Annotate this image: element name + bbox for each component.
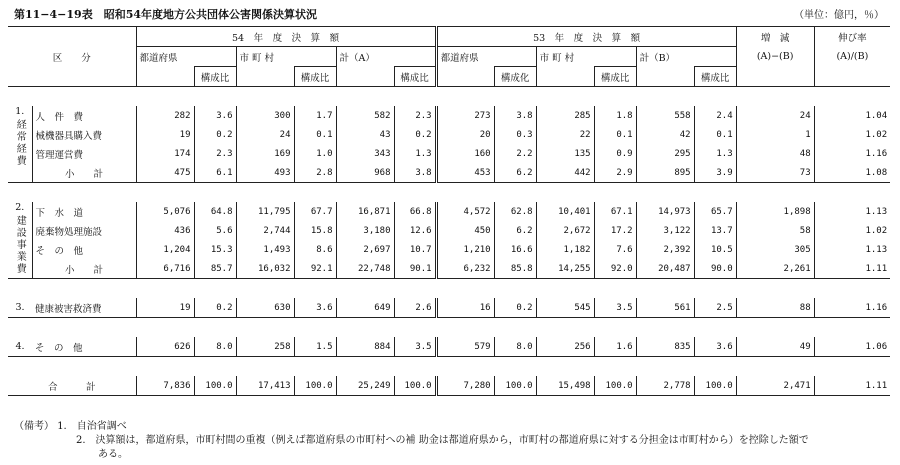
table-cell: 626: [136, 337, 194, 357]
header-ratio: 構成比: [594, 67, 636, 87]
table-cell: 1,898: [736, 202, 814, 221]
table-row: [8, 202, 890, 221]
table-cell: 579: [436, 337, 494, 357]
table-cell: 1.04: [814, 106, 890, 125]
table-cell: 7,836: [136, 376, 194, 396]
table-cell: 1.3: [694, 144, 736, 163]
table-cell: 10.7: [394, 240, 436, 259]
table-cell: 1.08: [814, 163, 890, 183]
table-cell: 6.2: [494, 221, 536, 240]
table-cell: 85.7: [194, 259, 236, 279]
table-cell: 100.0: [194, 376, 236, 396]
table-cell: 160: [436, 144, 494, 163]
table-cell: 90.1: [394, 259, 436, 279]
header-ratio: 構成比: [194, 67, 236, 87]
table-cell: 16,032: [236, 259, 294, 279]
table-cell: 1.13: [814, 240, 890, 259]
table-cell: 13.7: [694, 221, 736, 240]
table-cell: 169: [236, 144, 294, 163]
table-cell: 6.1: [194, 163, 236, 183]
table-cell: 67.7: [294, 202, 336, 221]
table-cell: 1.11: [814, 259, 890, 279]
table-cell: 17,413: [236, 376, 294, 396]
table-cell: 1.7: [294, 106, 336, 125]
table-cell: 2,778: [636, 376, 694, 396]
header-ratio: 構成比: [294, 67, 336, 87]
table-cell: 20,487: [636, 259, 694, 279]
table-row: [8, 125, 890, 144]
table-cell: 2.2: [494, 144, 536, 163]
note-2: 2. 決算額は，都道府県，市町村間の重複（例えば都道府県の市町村への補 助金は都道府県から，市町村の都道府県に対する分担金は市町村から）を控除した額で: [76, 435, 809, 446]
table-cell: 85.8: [494, 259, 536, 279]
table-row: [8, 221, 890, 240]
table-cell: 3.6: [294, 298, 336, 318]
table-cell: 343: [336, 144, 394, 163]
header-ratio: 構成比: [394, 67, 436, 87]
table-cell: 0.1: [294, 125, 336, 144]
row-label: 小 計: [32, 259, 136, 279]
table-cell: 7,280: [436, 376, 494, 396]
table-cell: 88: [736, 298, 814, 318]
table-cell: 0.9: [594, 144, 636, 163]
table-cell: 6,232: [436, 259, 494, 279]
table-cell: 2.5: [694, 298, 736, 318]
table-row: [8, 376, 890, 396]
table-cell: 5,076: [136, 202, 194, 221]
table-cell: 2.6: [394, 298, 436, 318]
table-cell: 135: [536, 144, 594, 163]
table-cell: 10.5: [694, 240, 736, 259]
table-cell: 100.0: [594, 376, 636, 396]
table-cell: 436: [136, 221, 194, 240]
table-cell: 1.3: [394, 144, 436, 163]
group-number: 4.: [15, 341, 25, 352]
table-cell: 450: [436, 221, 494, 240]
table-cell: 1: [736, 125, 814, 144]
table-cell: 3.6: [694, 337, 736, 357]
row-label: そ の 他: [35, 342, 83, 354]
header-municipality-53: 市 町 村: [536, 47, 636, 67]
table-cell: 3,180: [336, 221, 394, 240]
table-cell: 1,204: [136, 240, 194, 259]
table-cell: 92.0: [594, 259, 636, 279]
table-cell: 14,255: [536, 259, 594, 279]
table-cell: 256: [536, 337, 594, 357]
table-cell: 65.7: [694, 202, 736, 221]
table-cell: 0.2: [494, 298, 536, 318]
table-cell: 100.0: [694, 376, 736, 396]
table-cell: 475: [136, 163, 194, 183]
table-cell: 2,744: [236, 221, 294, 240]
group-number: 2.: [15, 202, 25, 213]
table-cell: 0.1: [694, 125, 736, 144]
table-cell: 174: [136, 144, 194, 163]
table-cell: 2,672: [536, 221, 594, 240]
table-cell: 1.6: [594, 337, 636, 357]
table-cell: 22: [536, 125, 594, 144]
table-cell: 558: [636, 106, 694, 125]
table-cell: 16: [436, 298, 494, 318]
table-cell: 5.6: [194, 221, 236, 240]
table-cell: 282: [136, 106, 194, 125]
table-cell: 90.0: [694, 259, 736, 279]
header-kubun: 区 分: [52, 52, 91, 64]
table-cell: 42: [636, 125, 694, 144]
table-cell: 2.4: [694, 106, 736, 125]
table-cell: 16,871: [336, 202, 394, 221]
header-ratio-alt: 構成化: [494, 67, 536, 87]
table-cell: 0.3: [494, 125, 536, 144]
table-cell: 67.1: [594, 202, 636, 221]
table-cell: 66.8: [394, 202, 436, 221]
header-prefecture-54: 都道府県: [136, 47, 236, 67]
table-row: [8, 163, 890, 183]
table-cell: 0.2: [194, 125, 236, 144]
table-cell: 3.6: [194, 106, 236, 125]
table-cell: 3,122: [636, 221, 694, 240]
table-cell: 1,182: [536, 240, 594, 259]
table-cell: 22,748: [336, 259, 394, 279]
table-cell: 0.1: [594, 125, 636, 144]
notes: [14, 420, 809, 462]
table-cell: 1.11: [814, 376, 890, 396]
row-label: 管理運営費: [32, 144, 136, 163]
table-cell: 15.8: [294, 221, 336, 240]
table-cell: 2,697: [336, 240, 394, 259]
notes-label: （備考）: [14, 421, 54, 432]
table-cell: 884: [336, 337, 394, 357]
row-label: 合 計: [48, 381, 96, 393]
group-number: 1.: [15, 106, 25, 117]
group-label: 経常経費: [14, 119, 26, 167]
budget-table: [8, 26, 890, 396]
table-cell: 17.2: [594, 221, 636, 240]
header-fy53: 53 年 度 決 算 額: [436, 27, 736, 47]
table-cell: 493: [236, 163, 294, 183]
unit-label: （単位：億円，％）: [794, 10, 884, 21]
table-cell: 19: [136, 298, 194, 318]
table-cell: 6.2: [494, 163, 536, 183]
table-cell: 58: [736, 221, 814, 240]
header-growth-formula: (A)/(B): [814, 47, 890, 67]
table-cell: 1,210: [436, 240, 494, 259]
table-cell: 8.0: [194, 337, 236, 357]
row-label: そ の 他: [32, 240, 136, 259]
group-label: 建設事業費: [14, 215, 26, 275]
header-growth: 伸び率: [814, 27, 890, 47]
table-cell: 12.6: [394, 221, 436, 240]
table-cell: 295: [636, 144, 694, 163]
table-cell: 3.9: [694, 163, 736, 183]
table-cell: 1.16: [814, 298, 890, 318]
table-cell: 73: [736, 163, 814, 183]
table-cell: 15,498: [536, 376, 594, 396]
table-cell: 285: [536, 106, 594, 125]
header-change: 増 減: [736, 27, 814, 47]
table-row: [8, 259, 890, 279]
table-cell: 300: [236, 106, 294, 125]
table-cell: 24: [736, 106, 814, 125]
table-cell: 15.3: [194, 240, 236, 259]
table-cell: 2.3: [194, 144, 236, 163]
table-cell: 92.1: [294, 259, 336, 279]
table-cell: 0.2: [394, 125, 436, 144]
row-label: 健康被害救済費: [35, 303, 102, 315]
table-cell: 3.8: [394, 163, 436, 183]
table-cell: 14,973: [636, 202, 694, 221]
table-cell: 649: [336, 298, 394, 318]
row-label: 人 件 費: [32, 106, 136, 125]
table-cell: 545: [536, 298, 594, 318]
table-cell: 24: [236, 125, 294, 144]
table-cell: 49: [736, 337, 814, 357]
table-cell: 2.3: [394, 106, 436, 125]
table-row: [8, 144, 890, 163]
table-cell: 20: [436, 125, 494, 144]
table-title: 第11−4−19表 昭和54年度地方公共団体公害関係決算状況: [14, 8, 318, 21]
header-ratio: 構成比: [694, 67, 736, 87]
table-cell: 8.6: [294, 240, 336, 259]
group-number: 3.: [15, 302, 25, 313]
table-cell: 561: [636, 298, 694, 318]
table-cell: 630: [236, 298, 294, 318]
table-cell: 3.5: [594, 298, 636, 318]
table-cell: 1.5: [294, 337, 336, 357]
table-cell: 582: [336, 106, 394, 125]
header-change-formula: (A)−(B): [736, 47, 814, 67]
table-cell: 453: [436, 163, 494, 183]
header-total-a: 計（A）: [336, 47, 436, 67]
table-cell: 1.8: [594, 106, 636, 125]
table-cell: 968: [336, 163, 394, 183]
row-label: 廃棄物処理施設: [32, 221, 136, 240]
table-cell: 25,249: [336, 376, 394, 396]
table-cell: 100.0: [394, 376, 436, 396]
table-cell: 10,401: [536, 202, 594, 221]
header-prefecture-53: 都道府県: [436, 47, 536, 67]
table-cell: 1.02: [814, 221, 890, 240]
table-cell: 0.2: [194, 298, 236, 318]
table-cell: 1.0: [294, 144, 336, 163]
header-fy54: 54 年 度 決 算 額: [136, 27, 436, 47]
table-cell: 11,795: [236, 202, 294, 221]
table-cell: 1.16: [814, 144, 890, 163]
table-cell: 2,471: [736, 376, 814, 396]
table-cell: 835: [636, 337, 694, 357]
table-cell: 1.13: [814, 202, 890, 221]
table-cell: 3.8: [494, 106, 536, 125]
header-municipality-54: 市 町 村: [236, 47, 336, 67]
table-cell: 1.02: [814, 125, 890, 144]
table-cell: 43: [336, 125, 394, 144]
table-cell: 2,261: [736, 259, 814, 279]
table-cell: 16.6: [494, 240, 536, 259]
header-total-b: 計（B）: [636, 47, 736, 67]
table-cell: 305: [736, 240, 814, 259]
note-1: 1. 自治省調べ: [57, 421, 127, 432]
table-cell: 4,572: [436, 202, 494, 221]
table-row: [8, 298, 890, 318]
table-cell: 1,493: [236, 240, 294, 259]
table-cell: 100.0: [294, 376, 336, 396]
table-cell: 64.8: [194, 202, 236, 221]
table-cell: 48: [736, 144, 814, 163]
table-cell: 2.9: [594, 163, 636, 183]
table-cell: 442: [536, 163, 594, 183]
table-row: [8, 337, 890, 357]
row-label: 小 計: [32, 163, 136, 183]
row-label: 下 水 道: [32, 202, 136, 221]
table-cell: 8.0: [494, 337, 536, 357]
table-cell: 3.5: [394, 337, 436, 357]
table-cell: 6,716: [136, 259, 194, 279]
table-cell: 2.8: [294, 163, 336, 183]
table-cell: 1.06: [814, 337, 890, 357]
table-cell: 19: [136, 125, 194, 144]
table-cell: 2,392: [636, 240, 694, 259]
note-2-cont: ある。: [98, 449, 128, 460]
table-cell: 895: [636, 163, 694, 183]
row-label: 械機器具購入費: [32, 125, 136, 144]
table-cell: 100.0: [494, 376, 536, 396]
table-cell: 62.8: [494, 202, 536, 221]
table-row: [8, 106, 890, 125]
table-row: [8, 240, 890, 259]
table-cell: 7.6: [594, 240, 636, 259]
table-cell: 258: [236, 337, 294, 357]
table-cell: 273: [436, 106, 494, 125]
